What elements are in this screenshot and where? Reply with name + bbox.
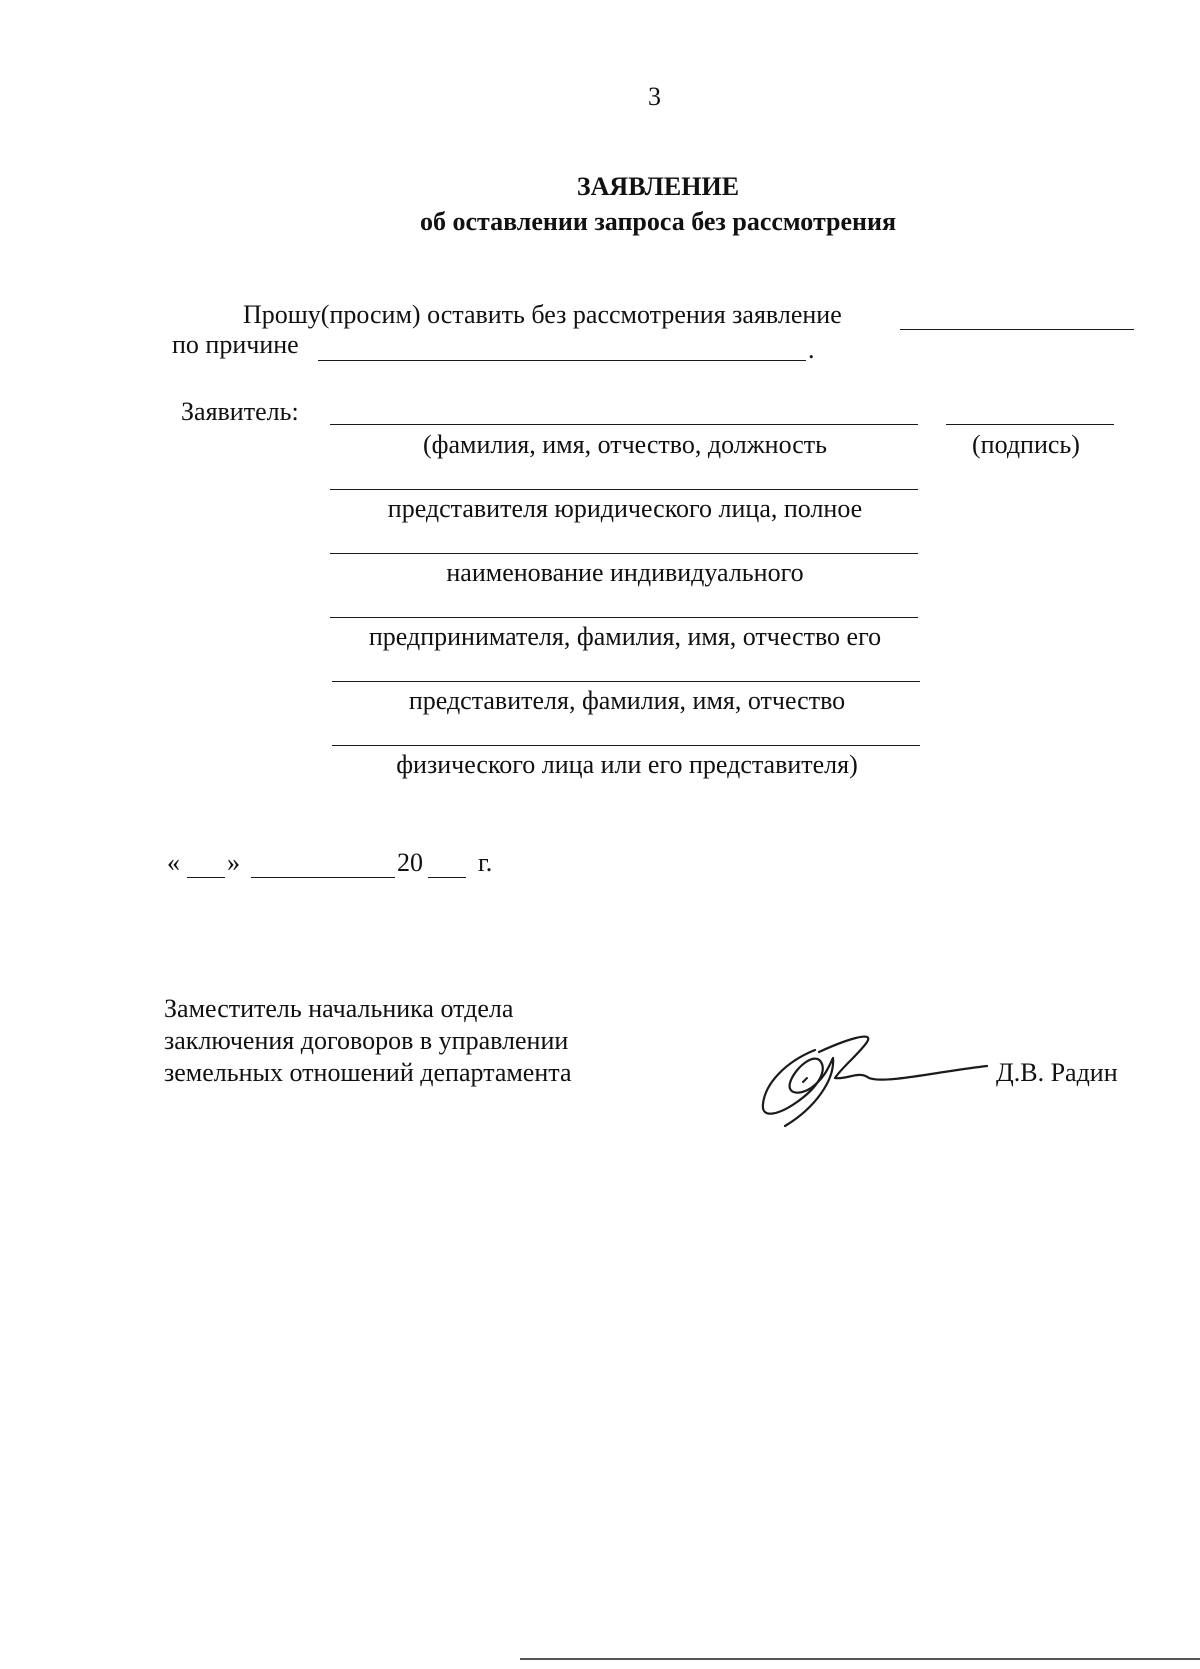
date-year-prefix: 20 [397,848,423,877]
reason-label: по причине [172,330,299,359]
signatory-name: Д.В. Радин [996,1058,1118,1087]
reason-blank-line[interactable] [318,360,806,361]
applicant-name-line[interactable] [330,424,918,425]
signatory-position-line-3: земельных отношений департамента [164,1058,572,1087]
document-title: ЗАЯВЛЕНИЕ [576,172,740,201]
applicant-caption-4: предпринимателя, фамилия, имя, отчество его [368,622,882,651]
applicant-line-6[interactable] [332,745,920,746]
applicant-line-3[interactable] [330,553,918,554]
request-text: Прошу(просим) оставить без рассмотрения заявление [243,300,842,329]
signature-caption: (подпись) [972,430,1080,459]
date-year-blank[interactable] [428,877,466,878]
applicant-caption-2: представителя юридического лица, полное [387,494,863,523]
statement-blank-line[interactable] [900,329,1134,330]
date-month-blank[interactable] [251,877,395,878]
date-open-quote: « [167,848,180,877]
date-day-blank[interactable] [187,877,225,878]
date-year-suffix: г. [478,848,493,877]
applicant-line-4[interactable] [330,617,918,618]
applicant-line-5[interactable] [332,681,920,682]
applicant-caption-3: наименование индивидуального [446,558,804,587]
document-subtitle: об оставлении запроса без рассмотрения [419,207,897,236]
page-number: 3 [648,82,661,111]
reason-period: . [808,335,815,364]
date-close-quote: » [227,848,240,877]
applicant-caption-1: (фамилия, имя, отчество, должность [422,430,827,459]
scan-bottom-edge [520,1658,1200,1669]
applicant-line-2[interactable] [330,489,918,490]
applicant-signature-line[interactable] [946,424,1114,425]
applicant-label: Заявитель: [181,397,299,426]
handwritten-signature [755,1022,995,1132]
applicant-caption-5: представителя, фамилия, имя, отчество [408,686,846,715]
signatory-position-line-2: заключения договоров в управлении [164,1026,569,1055]
signatory-position-line-1: Заместитель начальника отдела [164,994,514,1023]
applicant-caption-6: физического лица или его представителя) [396,750,858,779]
